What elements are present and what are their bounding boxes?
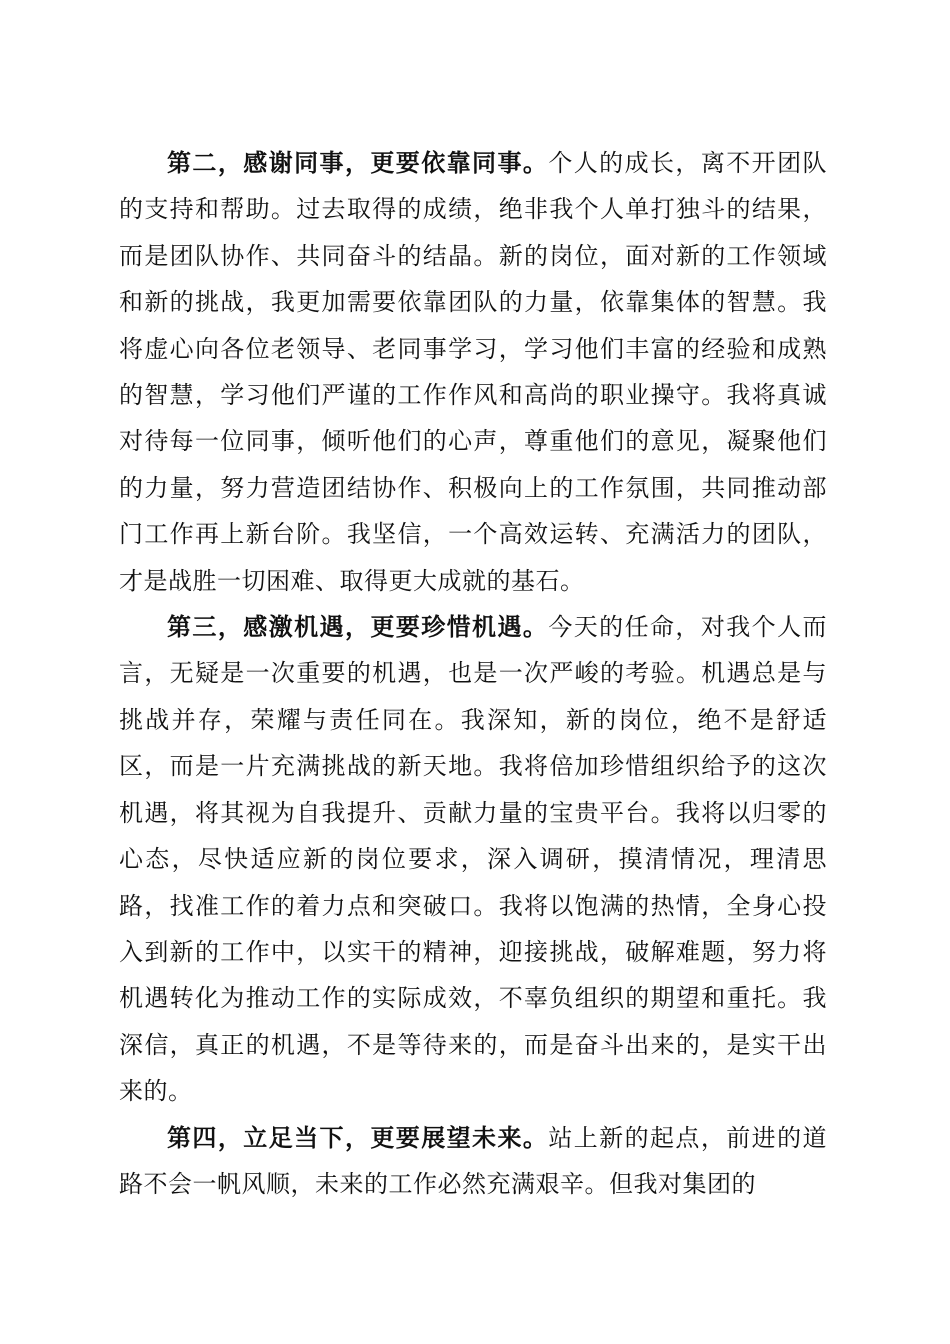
paragraph-lead: 第三，感激机遇，更要珍惜机遇。 [167, 612, 549, 642]
paragraph-lead: 第四，立足当下，更要展望未来。 [167, 1122, 549, 1152]
paragraph-third-point [119, 604, 827, 1114]
paragraph-fourth-point [119, 1115, 827, 1208]
paragraph-body: 站上新的起点，前进的道路不会一帆风顺，未来的工作必然充满艰辛。但我对集团的 [119, 1123, 828, 1198]
paragraph-lead: 第二，感谢同事，更要依靠同事。 [167, 148, 549, 177]
paragraph-body: 今天的任命，对我个人而言，无疑是一次重要的机遇，也是一次严峻的考验。机遇总是与挑战并存，荣耀与责任同在。我深知，新的岗位，绝不是舒适区，而是一片充满挑战的新天地。我将倍加珍惜组织给予的这次机遇，将其视为自我提升、贡献力量的宝贵平台。我将以归零的心态，尽快适应新的岗位要求，深入调研，摸清情况，理清思路，找准工作的着力点和突破口。我将以饱满的热情，全身心投入到新的工作中，以实干的精神，迎接挑战，破解难题，努力将机遇转化为推动工作的实际成效，不辜负组织的期望和重托。我深信，真正的机遇，不是等待来的，而是奋斗出来的，是实干出来的。 [119, 613, 828, 1106]
paragraph-second-point [119, 140, 827, 604]
paragraph-body: 个人的成长，离不开团队的支持和帮助。过去取得的成绩，绝非我个人单打独斗的结果，而是团队协作、共同奋斗的结晶。新的岗位，面对新的工作领域和新的挑战，我更加需要依靠团队的力量，依靠集体的智慧。我将虚心向各位老领导、老同事学习，学习他们丰富的经验和成熟的智慧，学习他们严谨的工作作风和高尚的职业操守。我将真诚对待每一位同事，倾听他们的心声，尊重他们的意见，凝聚他们的力量，努力营造团结协作、积极向上的工作氛围，共同推动部门工作再上新台阶。我坚信，一个高效运转、充满活力的团队，才是战胜一切困难、取得更大成就的基石。 [119, 149, 828, 595]
document-body [119, 140, 827, 1207]
